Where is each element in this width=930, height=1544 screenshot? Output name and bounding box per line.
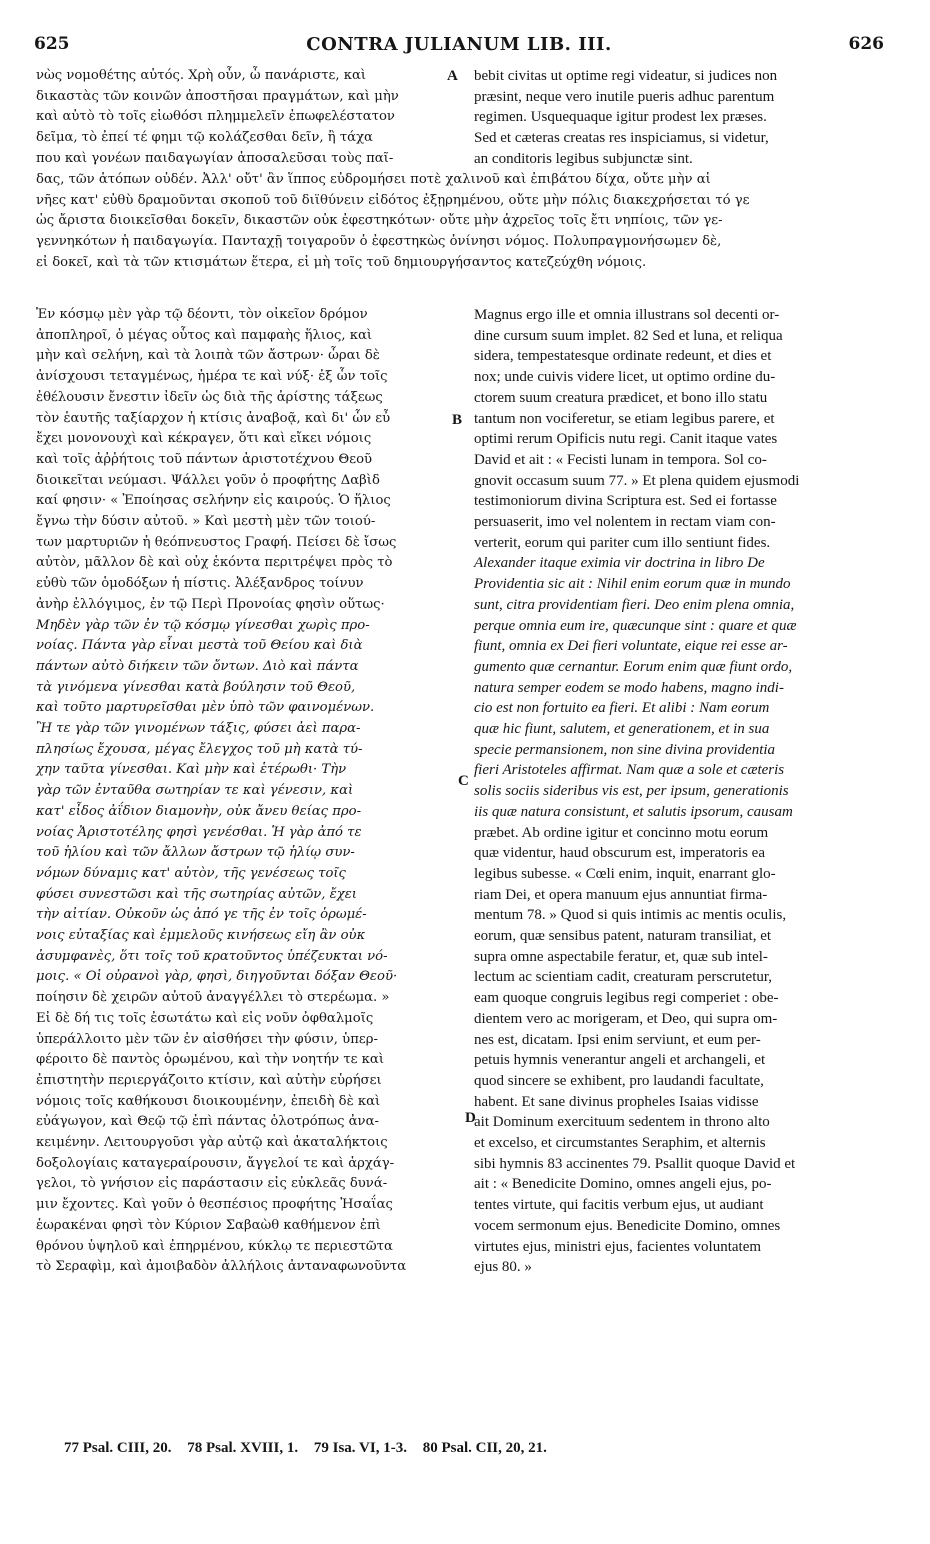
latin-line: Sed et cæteras creatas res inspiciamus, si videtur,: [474, 130, 769, 147]
latin-line: virtutes ejus, ministri ejus, facientes voluntatem: [474, 1238, 762, 1255]
latin-line: sibi hymnis 83 accinentes 79. Psallit quoque David et: [474, 1155, 796, 1172]
greek-line: φύσει συνεστῶσι καὶ τῆς σωτηρίας αὐτῶν, ἔχει: [36, 886, 357, 902]
latin-line: eam quoque congruis legibus regi comperiet : obe-: [474, 990, 779, 1007]
latin-line: quæ videntur, haud obscurum est, imperatoris ea: [474, 845, 765, 862]
latin-line: nes est, dicatam. Ipsi enim serviunt, et eum per-: [474, 1031, 761, 1048]
latin-line: quæ hic fiunt, salutem, et generationem, et in sua: [474, 721, 770, 737]
latin-line: Providentia sic ait : Nihil enim eorum quæ in mundo: [474, 576, 791, 593]
greek-line: καὶ τοῖς ἀῤῥήτοις τοῦ πάντων ἀριστοτέχνου Θεοῦ: [36, 451, 373, 467]
latin-line: Magnus ergo ille et omnia illustrans sol decenti or-: [474, 307, 780, 323]
latin-line: vocem sermonum ejus. Benedicite Domino, omnes: [474, 1217, 781, 1234]
latin-line: habent. Et sane divinus propheles Isaias vidisse: [474, 1093, 759, 1110]
greek-line: κατ' εἶδος ἀΐδιον διαμονὴν, οὐκ ἄνευ θείας προ-: [36, 803, 362, 819]
greek-wide-line: νῆες κατ' εὐθὺ δραμοῦνται σκοποῦ τοῦ διϊθύνειν εἰδότος ἐξῃρημένου, οὔτε μὴν πόλις διακεχρήσεται τό γε: [36, 192, 750, 208]
latin-line: quod sincere se exhibent, pro laudandi facultate,: [474, 1072, 764, 1089]
greek-line: δοξολογίαις καταγεραίρουσιν, ἄγγελοί τε καὶ ἀρχάγ-: [36, 1155, 395, 1171]
greek-line: νοίας Ἀριστοτέλης φησὶ γενέσθαι. Ἡ γὰρ ἀπό τε: [36, 824, 362, 840]
greek-wide-line: εἰ δοκεῖ, καὶ τὰ τῶν κτισμάτων ἕτερα, εἰ μὴ τοῖς τοῦ δημιουργήσαντος κατεζεύχθη νόμοις.: [36, 254, 647, 270]
running-title: CONTRA JULIANUM LIB. III.: [306, 34, 612, 55]
latin-line: an conditoris legibus subjunctæ sint.: [474, 150, 693, 167]
latin-line: fiunt, omnia ex Dei fieri voluntate, eique rei esse ar-: [474, 638, 788, 655]
greek-line: ἀνὴρ ἐλλόγιμος, ἐν τῷ Περὶ Προνοίας φησὶν οὕτως·: [36, 596, 385, 612]
greek-line: Ἐν κόσμῳ μὲν γὰρ τῷ δέοντι, τὸν οἰκεῖον δρόμον: [36, 307, 368, 322]
greek-line: πάντων αὐτὸ διήκειν τῶν ὄντων. Διὸ καὶ πάντα: [36, 658, 359, 674]
greek-line: ποίησιν δὲ χειρῶν αὐτοῦ ἀναγγέλλει τὸ στερέωμα. »: [36, 990, 390, 1006]
greek-line: μὴν καὶ σελήνη, καὶ τὰ λοιπὰ τῶν ἄστρων· ὧραι δὲ: [36, 348, 380, 364]
greek-line: καί φησιν· « Ἐποίησας σελήνην εἰς καιρούς. Ὁ ἥλιος: [36, 493, 391, 509]
greek-line: Εἰ δὲ δή τις τοῖς ἐσωτάτω καὶ εἰς νοῦν ὀφθαλμοῖς: [36, 1010, 374, 1026]
latin-line: ait : « Benedicite Domino, omnes angeli ejus, po-: [474, 1176, 772, 1193]
greek-wide-line: γεννηκότων ἡ παιδαγωγία. Πανταχῇ τοιγαροῦν ὁ ἐφεστηκὼς ὀνίνησι νόμος. Πολυπραγμονήσωμεν δὲ,: [36, 234, 722, 250]
latin-line: gumento quæ cernantur. Eorum enim quæ fiunt ordo,: [474, 658, 793, 675]
greek-line: χην ταῦτα γίνεσθαι. Καὶ μὴν καὶ ἑτέρωθι· Τὴν: [36, 762, 347, 778]
latin-line: bebit civitas ut optime regi videatur, si judices non: [474, 68, 778, 84]
greek-line: νόμοις τοῖς καθήκουσι διοικουμένην, ἐπειδὴ δὲ καὶ: [36, 1093, 381, 1109]
greek-line: νὼς νομοθέτης αὐτός. Χρὴ οὖν, ὦ πανάριστε, καὶ: [36, 68, 367, 83]
greek-line: γελοι, τὸ γνήσιον εἰς παράστασιν εἰς εὐκλεᾶς δυνά-: [36, 1176, 388, 1192]
greek-line: εὐάγωγον, καὶ Θεῷ τῷ ἐπὶ πάντας ὁλοτρόπως ἀνα-: [36, 1114, 379, 1130]
greek-line: ἀποπληροῖ, ὁ μέγας οὗτος καὶ παμφαὴς ἥλιος, καὶ: [36, 327, 373, 343]
latin-line: persuaserit, imo vel nolentem in rectam viam con-: [474, 514, 776, 530]
latin-line: supra omne aspectabile feratur, et, quæ sub intel-: [474, 948, 768, 965]
footnote-78: 78 Psal. XVIII, 1.: [187, 1440, 299, 1456]
latin-line: tantum non vociferetur, se etiam legibus parere, et: [474, 410, 775, 427]
greek-line: θρόνου ὑψηλοῦ καὶ ἐπηρμένου, κύκλῳ τε περιεστῶτα: [36, 1238, 393, 1254]
margin-letter-a: A: [447, 68, 458, 84]
greek-line: τὴν αἰτίαν. Οὐκοῦν ὡς ἀπό γε τῆς ἐν τοῖς ὁρωμέ-: [36, 907, 367, 923]
latin-line: dientem vero ac morigeram, et Deo, qui supra om-: [474, 1010, 778, 1027]
latin-line: natura semper eodem se modo habens, magno indi-: [474, 679, 784, 696]
latin-line: iis quæ natura consistunt, et salutis ipsorum, causam: [474, 803, 793, 820]
greek-line: πλησίως ἔχουσα, μέγας ἔλεγχος τοῦ μὴ κατὰ τύ-: [36, 741, 363, 757]
latin-line: sidera, tempestatesque ordinate redeunt, et dies et: [474, 348, 772, 365]
latin-line: legibus subesse. « Cœli enim, inquit, enarrant glo-: [474, 865, 776, 882]
margin-letter-c: C: [458, 773, 469, 789]
greek-line: διοικεῖται νεύμασι. Ψάλλει γοῦν ὁ προφήτης Δαβὶδ: [36, 472, 380, 488]
latin-line: tentes virtute, qui facitis verbum ejus, ut audiant: [474, 1197, 764, 1214]
greek-line: ἀνίσχουσι τεταγμένως, ἡμέρα τε καὶ νύξ· ἐξ ὧν τοῖς: [36, 369, 388, 385]
latin-line: specie permansionem, non sine divina providentia: [474, 741, 776, 758]
greek-line: δικαστὰς τῶν κοινῶν ἀποστῆσαι πραγμάτων, καὶ μὴν: [36, 88, 399, 104]
greek-line: ὑπεράλλοιτο μὲν τῶν ἐν αἰσθήσει τὴν φύσιν, ὑπερ-: [36, 1031, 378, 1047]
greek-wide-line: ὡς ἄριστα διοικεῖσθαι δοκεῖν, δικαστῶν οὐκ ἐφεστηκότων· οὔτε μὴν ἀχρεῖος τοῖς ἔτι νηπίοις, τῶν γε-: [36, 213, 723, 229]
greek-line: τὸν ἑαυτῆς ταξίαρχον ἡ κτίσις ἀναβοᾷ, καὶ δι' ὧν εὖ: [36, 410, 391, 426]
greek-line: ἑωρακέναι φησὶ τὸν Κύριον Σαβαὼθ καθήμενον ἐπὶ: [36, 1217, 381, 1233]
greek-line: τὰ γινόμενα γίνεσθαι κατὰ βούλησιν τοῦ Θεοῦ,: [36, 679, 356, 695]
greek-line: ἐθέλουσιν ἔνεστιν ἰδεῖν ὡς διὰ τῆς ἀρίστης τάξεως: [36, 389, 383, 405]
greek-line: δεῖμα, τὸ ἐπεί τέ φημι τῷ κολάζεσθαι δεῖν, ἢ τάχα: [36, 130, 373, 146]
latin-line: ctorem suum creatura prædicet, et bono illo statu: [474, 389, 768, 406]
latin-line: sunt, citra providentiam fieri. Deo enim plena omnia,: [474, 596, 795, 613]
latin-line: ait Dominum exercituum sedentem in throno alto: [474, 1114, 770, 1131]
latin-line: præsint, neque vero inutile pueris adhuc parentum: [474, 88, 775, 105]
latin-line: lectum ac scientiam cadit, creaturam perscrutetur,: [474, 969, 773, 986]
greek-line: αὐτὸν, μᾶλλον δὲ καὶ οὐχ ἑκόντα περιτρέψει πρὸς τὸ: [36, 555, 393, 571]
footnote-79: 79 Isa. VI, 1-3.: [313, 1440, 407, 1456]
greek-line: γὰρ τῶν ἐνταῦθα σωτηρίαν τε καὶ γένεσιν, καὶ: [36, 783, 354, 799]
latin-line: perque omnia eum ire, quæcunque sint : quare et quæ: [474, 617, 797, 634]
latin-line: eorum, quæ sensibus patent, naturam transiliat, et: [474, 928, 772, 944]
page-number-right: 626: [848, 34, 884, 54]
greek-line: μοις. « Οἱ οὐρανοὶ γὰρ, φησὶ, διηγοῦνται δόξαν Θεοῦ·: [36, 969, 398, 985]
greek-line: Ἢ τε γὰρ τῶν γινομένων τάξις, φύσει ἀεὶ παρα-: [36, 721, 361, 736]
latin-line: nox; unde cuivis videre licet, ut optimo ordine du-: [474, 369, 776, 386]
footnote-77: 77 Psal. CIII, 20.: [64, 1440, 172, 1456]
latin-line: ejus 80. »: [474, 1259, 532, 1276]
latin-line: regimen. Usquequaque igitur prodest lex præses.: [474, 109, 767, 126]
greek-line: νοίας. Πάντα γὰρ εἶναι μεστὰ τοῦ Θείου καὶ διὰ: [36, 638, 363, 654]
latin-line: petuis hymnis venerantur angeli et archangeli, et: [474, 1052, 766, 1069]
greek-line: ἔχει μονονουχὶ καὶ κέκραγεν, ὅτι καὶ εἴκει νόμοις: [36, 431, 372, 447]
margin-letter-d: D: [465, 1110, 476, 1126]
latin-line: mentum 78. » Quod si quis intimis ac mentis oculis,: [474, 907, 787, 924]
page-header: [34, 34, 884, 60]
greek-wide-line: δας, τῶν ἀτόπων οὐδέν. Ἀλλ' οὔτ' ἂν ἵππος εὐδρομήσει ποτὲ χαλινοῦ καὶ ἐπιβάτου δίχα, οὔτε μὴν αἱ: [36, 172, 711, 187]
greek-line: καὶ τοῦτο μαρτυρεῖσθαι μὲν ὑπὸ τῶν φαινομένων.: [36, 700, 375, 716]
greek-line: ἐπιστητὴν περιεργάζοιτο κτίσιν, καὶ αὐτὴν εὑρήσει: [36, 1072, 382, 1088]
latin-line: fieri Aristoteles affirmat. Nam quæ a sole et cæteris: [474, 762, 785, 779]
latin-line: dine cursum suum implet. 82 Sed et luna, et reliqua: [474, 327, 783, 344]
margin-letter-b: B: [452, 412, 463, 428]
greek-line: των μαρτυριῶν ἡ θεόπνευστος Γραφή. Πείσει δὲ ἴσως: [36, 534, 397, 550]
greek-line: τὸ Σεραφὶμ, καὶ ἀμοιβαδὸν ἀλλήλοις ἀνταναφωνοῦντα: [36, 1259, 407, 1275]
greek-line: καὶ αὐτὸ τὸ τοῖς εἰωθόσι πλημμελεῖν ἐπωφελέστατον: [36, 109, 395, 125]
greek-line: Μηδὲν γὰρ τῶν ἐν τῷ κόσμῳ γίνεσθαι χωρὶς προ-: [36, 617, 370, 633]
latin-line: riam Dei, et opera manuum ejus annuntiat firma-: [474, 886, 768, 903]
greek-line: ἀσυμφανὲς, ὅτι τοῖς τοῦ κρατοῦντος ὑπέζευκται νό-: [36, 948, 388, 964]
latin-line: Alexander itaque eximia vir doctrina in libro De: [474, 555, 765, 572]
latin-line: et excelso, et circumstantes Seraphim, et alternis: [474, 1135, 766, 1151]
greek-line: φέροιτο δὲ παντὸς ὁρωμένου, καὶ τὴν νοητήν τε καὶ: [36, 1052, 384, 1068]
latin-line: cio est non fortuito ea fieri. Et alibi : Nam eorum: [474, 700, 770, 717]
latin-line: testimoniorum divina Scriptura est. Sed ei fortasse: [474, 493, 777, 510]
latin-line: præbet. Ab ordine igitur et concinno motu eorum: [474, 824, 769, 841]
latin-line: verterit, eorum qui pariter cum illo sentiunt fides.: [474, 534, 771, 551]
latin-line: optimi rerum Opificis nutu regi. Canit itaque vates: [474, 431, 778, 448]
greek-line: εὐθὺ τῶν ὁμοδόξων ἡ πίστις. Ἀλέξανδρος τοίνυν: [36, 576, 364, 592]
latin-line: David et ait : « Fecisti lunam in tempora. Sol co-: [474, 451, 767, 468]
latin-line: solis sociis sideribus vis est, per ipsum, generationis: [474, 783, 789, 800]
greek-line: τοῦ ἡλίου καὶ τῶν ἄλλων ἄστρων τῷ ἡλίῳ συν-: [36, 845, 355, 861]
greek-line: νόμων δύναμις κατ' αὐτὸν, τῆς γενέσεως τοῖς: [36, 865, 346, 881]
greek-line: νοις εὐταξίας καὶ ἐμμελοῦς κινήσεως εἴη ἂν οὐκ: [36, 928, 366, 943]
greek-line: που καὶ γονέων παιδαγωγίαν ἀποσαλεῦσαι τοὺς παῖ-: [36, 150, 394, 166]
greek-line: ἔγνω τὴν δύσιν αὐτοῦ. » Καὶ μεστὴ μὲν τῶν τοιού-: [36, 514, 376, 529]
footnote-80: 80 Psal. CII, 20, 21.: [422, 1440, 547, 1456]
page-number-left: 625: [34, 34, 70, 54]
greek-line: κειμένην. Λειτουργοῦσι γὰρ αὐτῷ καὶ ἀκαταλήκτοις: [36, 1135, 388, 1150]
greek-line: μιν ἔχοντες. Καὶ γοῦν ὁ θεσπέσιος προφήτης Ἡσαΐας: [36, 1197, 393, 1213]
latin-line: gnovit occasum suum 77. » Et plena quidem ejusmodi: [474, 472, 800, 489]
footnotes: [64, 1440, 559, 1457]
